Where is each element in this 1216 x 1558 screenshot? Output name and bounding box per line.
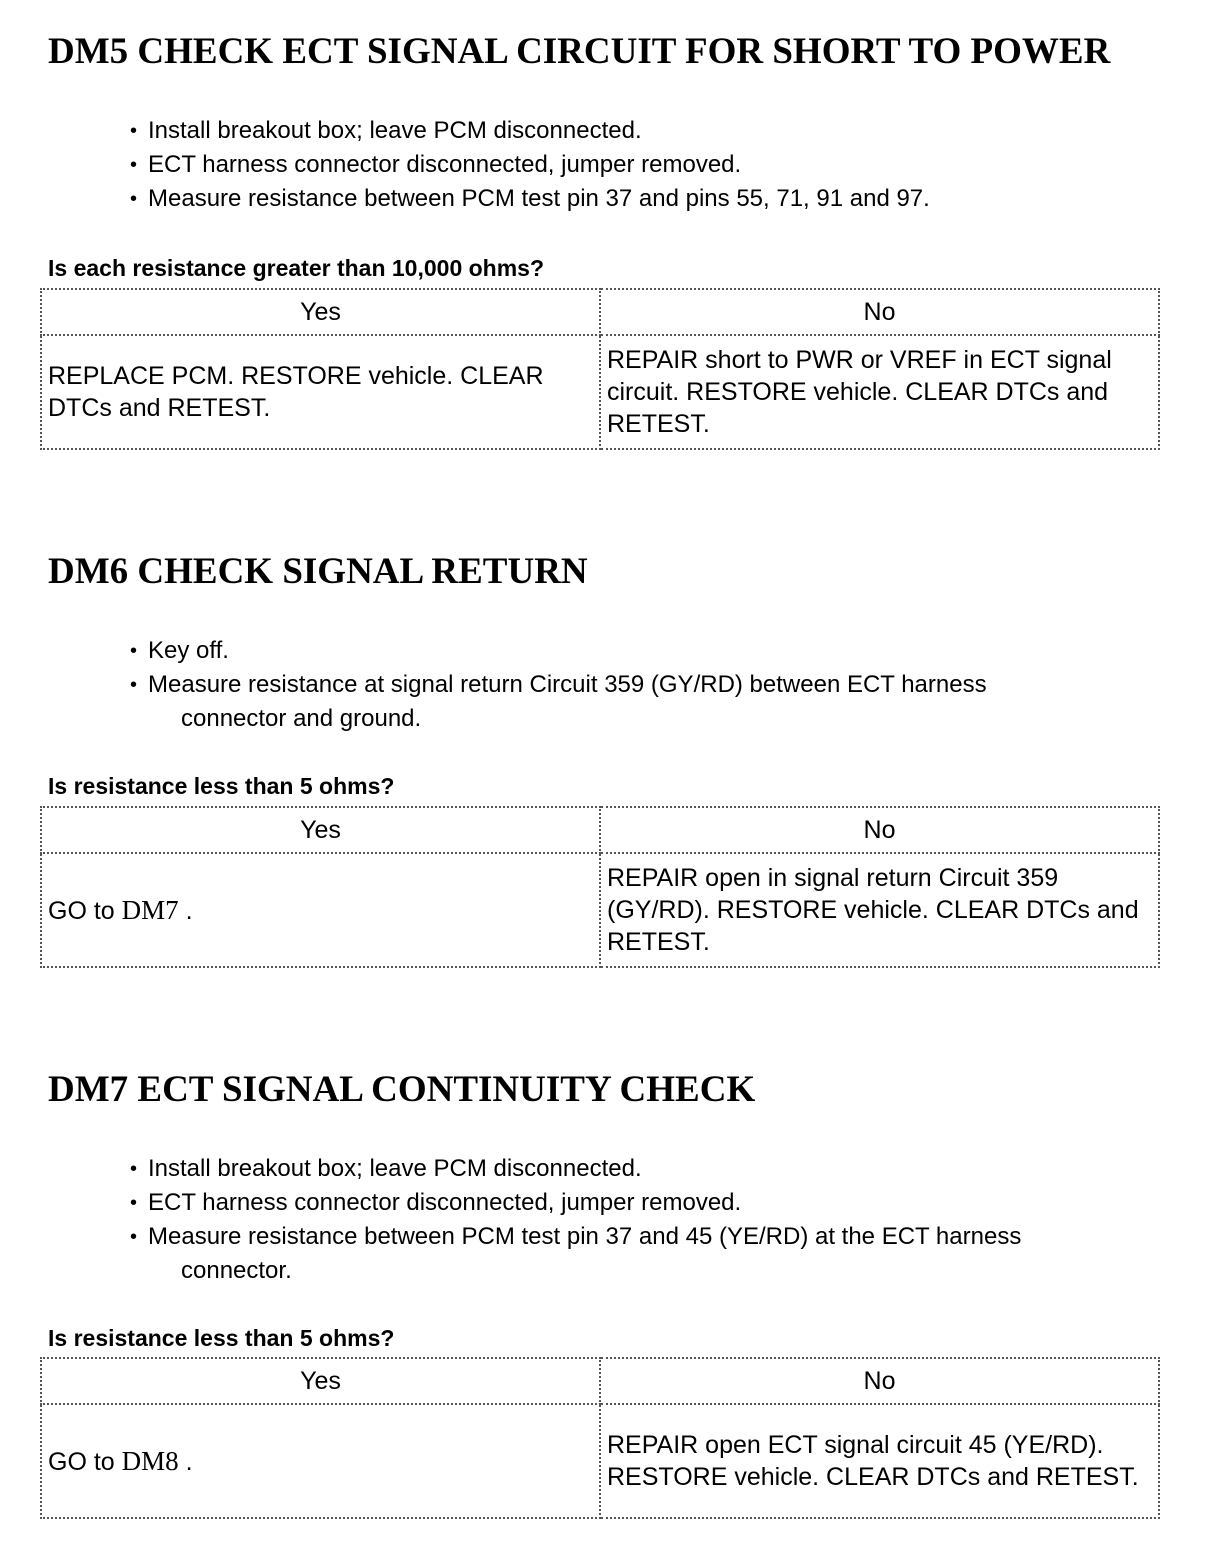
yes-header: Yes [41, 807, 600, 853]
section-title: DM5 CHECK ECT SIGNAL CIRCUIT FOR SHORT TO POWER [48, 31, 1111, 72]
step-item: • Install breakout box; leave PCM disconnected. [130, 114, 1176, 148]
no-header: No [600, 1358, 1159, 1404]
step-list [130, 634, 1176, 736]
step-item: • ECT harness connector disconnected, jumper removed. [130, 1186, 1176, 1220]
bullet-icon: • [130, 154, 138, 176]
section-title: DM6 CHECK SIGNAL RETURN [48, 551, 588, 592]
step-item: • Measure resistance at signal return Circuit 359 (GY/RD) between ECT harness connector and ground. [130, 668, 1176, 736]
no-header: No [600, 289, 1159, 335]
question: Is each resistance greater than 10,000 ohms? [48, 255, 545, 281]
section-title: DM7 ECT SIGNAL CONTINUITY CHECK [48, 1069, 756, 1110]
answer-table [40, 1357, 1160, 1519]
step-list [130, 114, 1176, 216]
bullet-icon: • [130, 1226, 138, 1248]
bullet-icon: • [130, 1158, 138, 1180]
step-item: • ECT harness connector disconnected, jumper removed. [130, 148, 1176, 182]
question: Is resistance less than 5 ohms? [48, 1325, 395, 1351]
answer-table [40, 288, 1160, 450]
dm8-link[interactable]: DM8 [121, 1445, 179, 1476]
step-item: • Install breakout box; leave PCM disconnected. [130, 1152, 1176, 1186]
bullet-icon: • [130, 188, 138, 210]
yes-header: Yes [41, 289, 600, 335]
bullet-icon: • [130, 1192, 138, 1214]
yes-action: REPLACE PCM. RESTORE vehicle. CLEAR DTCs and RETEST. [41, 335, 600, 449]
yes-action: GO to DM8 . [41, 1404, 600, 1518]
bullet-icon: • [130, 674, 138, 696]
no-action: REPAIR open in signal return Circuit 359 (GY/RD). RESTORE vehicle. CLEAR DTCs and RETEST. [600, 853, 1159, 967]
step-item: • Key off. [130, 634, 1176, 668]
no-action: REPAIR short to PWR or VREF in ECT signal circuit. RESTORE vehicle. CLEAR DTCs and RETEST. [600, 335, 1159, 449]
yes-header: Yes [41, 1358, 600, 1404]
answer-table [40, 806, 1160, 968]
no-action: REPAIR open ECT signal circuit 45 (YE/RD). RESTORE vehicle. CLEAR DTCs and RETEST. [600, 1404, 1159, 1518]
bullet-icon: • [130, 640, 138, 662]
step-item: • Measure resistance between PCM test pin 37 and pins 55, 71, 91 and 97. [130, 182, 1176, 216]
yes-action: GO to DM7 . [41, 853, 600, 967]
dm7-link[interactable]: DM7 [121, 894, 179, 925]
bullet-icon: • [130, 120, 138, 142]
no-header: No [600, 807, 1159, 853]
step-item: • Measure resistance between PCM test pin 37 and 45 (YE/RD) at the ECT harness connector. [130, 1220, 1176, 1288]
step-list [130, 1152, 1176, 1288]
question: Is resistance less than 5 ohms? [48, 773, 395, 799]
